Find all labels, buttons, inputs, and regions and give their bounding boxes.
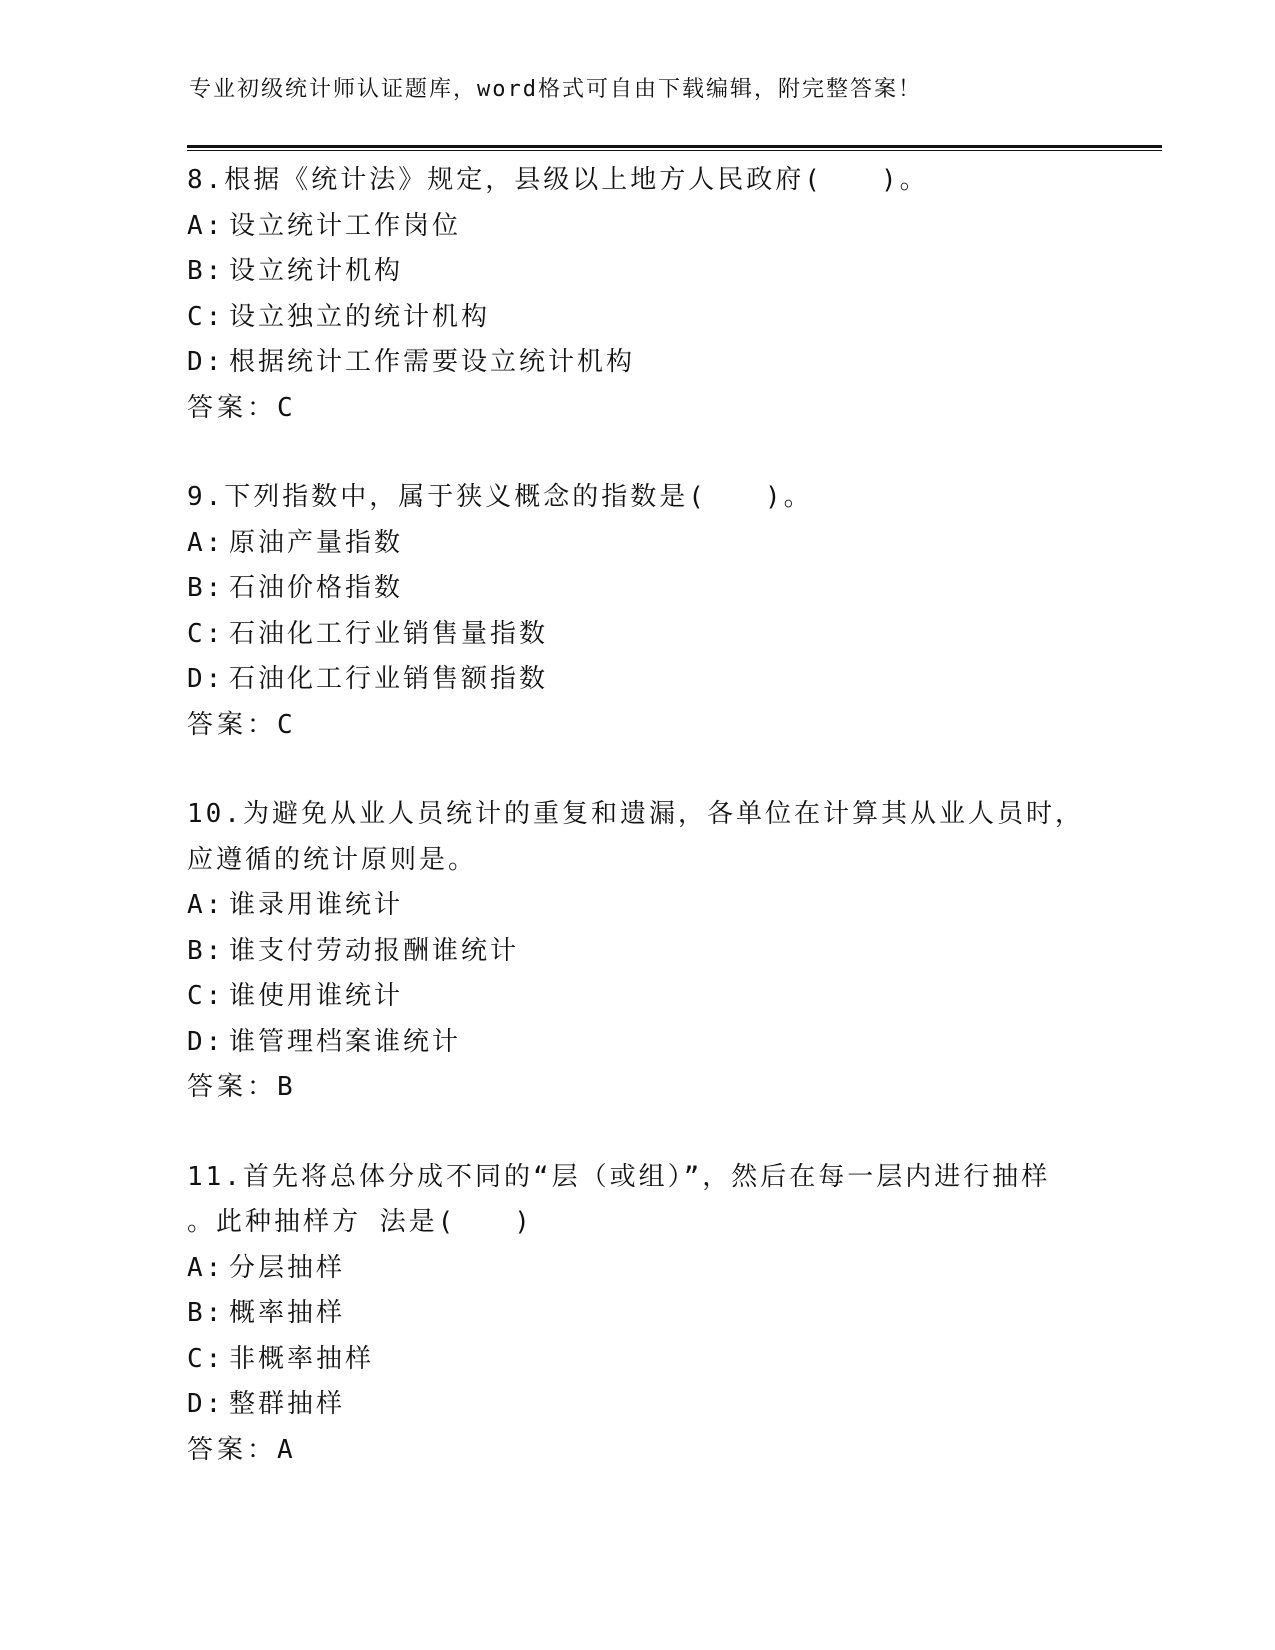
answer-line <box>187 386 1127 432</box>
option-letter: A: <box>187 890 225 920</box>
option-letter: A: <box>187 210 225 241</box>
option-text: 石油化工行业销售额指数 <box>229 664 549 694</box>
option-c <box>187 1337 1127 1383</box>
question-text: 8.根据《统计法》规定，县级以上地方人民政府( )。 <box>187 165 929 195</box>
option-letter: C: <box>187 301 225 332</box>
question-text-line-1: 10.为避免从业人员统计的重复和遗漏，各单位在计算其从业人员时， <box>187 799 1084 829</box>
option-b <box>187 929 1127 975</box>
option-letter: D: <box>187 1026 225 1057</box>
question-text: 9.下列指数中，属于狭义概念的指数是( )。 <box>187 482 813 512</box>
option-b <box>187 1291 1127 1337</box>
question-10 <box>187 792 1127 1111</box>
option-d <box>187 1020 1127 1066</box>
option-d <box>187 657 1127 703</box>
option-text: 非概率抽样 <box>229 1343 375 1374</box>
answer-label: 答案： <box>187 709 278 740</box>
option-a <box>187 883 1127 929</box>
option-d <box>187 340 1127 386</box>
option-text: 谁使用谁统计 <box>229 981 404 1011</box>
option-a <box>187 204 1127 250</box>
option-letter: C: <box>187 981 225 1011</box>
option-text: 分层抽样 <box>229 1252 346 1283</box>
option-d <box>187 1382 1127 1428</box>
answer-value: C <box>277 392 296 423</box>
answer-value: A <box>277 1434 296 1465</box>
option-letter: D: <box>187 664 225 694</box>
option-b <box>187 249 1127 295</box>
option-letter: B: <box>187 256 225 286</box>
option-text: 设立独立的统计机构 <box>229 301 491 332</box>
option-b <box>187 566 1127 612</box>
option-text: 谁支付劳动报酬谁统计 <box>229 935 520 966</box>
answer-value: B <box>277 1072 296 1102</box>
option-a <box>187 521 1127 567</box>
option-letter: B: <box>187 1298 225 1328</box>
answer-label: 答案： <box>187 1072 278 1102</box>
question-text-line-1: 11.首先将总体分成不同的“层（或组）”，然后在每一层内进行抽样 <box>187 1161 1051 1192</box>
option-text: 谁管理档案谁统计 <box>229 1026 462 1057</box>
option-letter: C: <box>187 1343 225 1374</box>
option-text: 石油价格指数 <box>229 573 404 603</box>
question-text-line-2: 应遵循的统计原则是。 <box>187 844 478 875</box>
answer-label: 答案： <box>187 1434 278 1465</box>
answer-line <box>187 703 1127 749</box>
answer-line <box>187 1065 1127 1111</box>
option-a <box>187 1246 1127 1292</box>
option-c <box>187 974 1127 1020</box>
option-letter: B: <box>187 573 225 603</box>
option-letter: D: <box>187 1389 225 1419</box>
header-divider <box>187 145 1162 151</box>
option-letter: A: <box>187 1252 225 1283</box>
option-c <box>187 612 1127 658</box>
option-text: 设立统计机构 <box>229 256 404 286</box>
question-9 <box>187 475 1127 748</box>
option-letter: B: <box>187 935 225 966</box>
question-8 <box>187 158 1127 431</box>
option-text: 整群抽样 <box>229 1389 346 1419</box>
question-11 <box>187 1155 1127 1474</box>
answer-label: 答案： <box>187 392 278 423</box>
option-c <box>187 295 1127 341</box>
option-text: 石油化工行业销售量指数 <box>229 618 549 649</box>
option-text: 谁录用谁统计 <box>229 890 404 920</box>
question-list <box>187 158 1127 1473</box>
option-letter: C: <box>187 618 225 649</box>
option-text: 概率抽样 <box>229 1298 346 1328</box>
option-text: 原油产量指数 <box>229 527 404 558</box>
answer-line <box>187 1428 1127 1474</box>
option-letter: A: <box>187 527 225 558</box>
answer-value: C <box>277 709 296 740</box>
option-text: 根据统计工作需要设立统计机构 <box>229 347 636 377</box>
question-text-line-2: 。此种抽样方 法是( ) <box>187 1207 533 1237</box>
option-letter: D: <box>187 347 225 377</box>
option-text: 设立统计工作岗位 <box>229 210 462 241</box>
page-header: 专业初级统计师认证题库，word格式可自由下载编辑，附完整答案！ <box>189 77 922 102</box>
